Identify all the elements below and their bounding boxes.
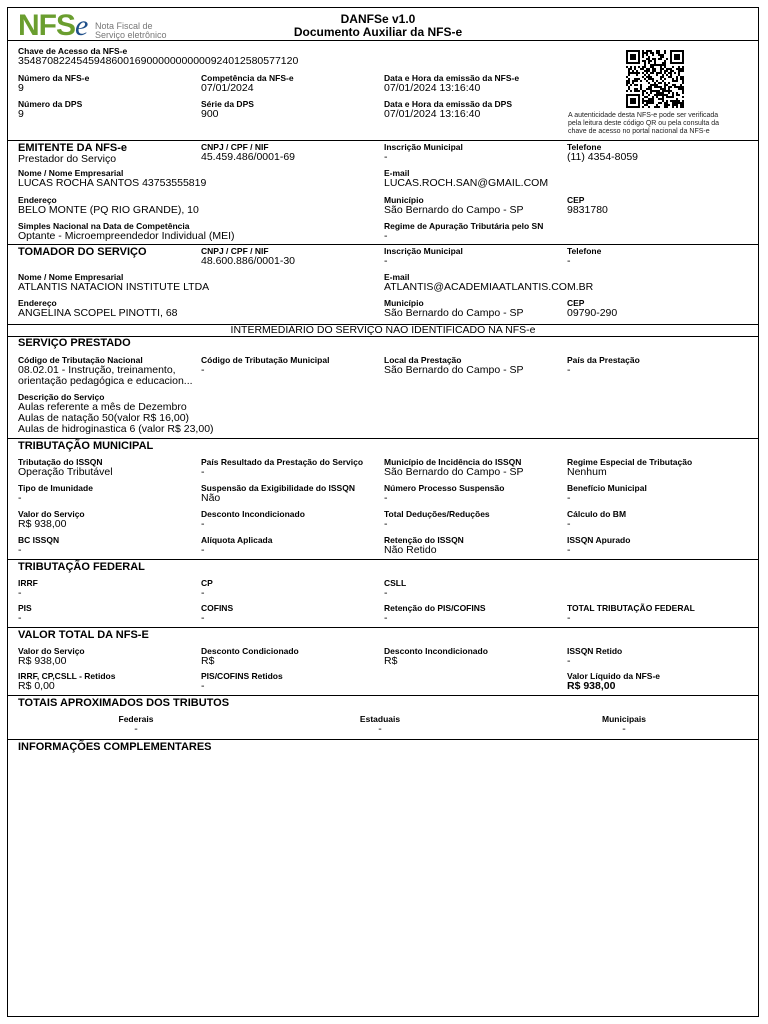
field <box>567 457 692 478</box>
servico-local <box>384 355 524 376</box>
qr-note-line: chave de acesso no portal nacional da NFS-e <box>568 128 710 135</box>
field-value: - <box>201 612 205 624</box>
field-label: Chave de Acesso da NFS-e <box>18 46 128 56</box>
competencia-nfse <box>201 73 294 94</box>
field <box>567 535 630 556</box>
emitente-simples <box>18 221 235 242</box>
divider <box>8 695 758 696</box>
field <box>384 603 486 624</box>
field-label: CEP <box>567 195 585 205</box>
field-label: IRRF, CP,CSLL - Retidos <box>18 671 116 681</box>
field-value: - <box>201 680 205 692</box>
field-value: 08.02.01 - Instrução, treinamento, <box>18 364 176 376</box>
field-value: - <box>567 364 571 376</box>
emitente-nome <box>18 168 206 189</box>
field-label: Número Processo Suspensão <box>384 483 505 493</box>
field-label: Benefício Municipal <box>567 483 647 493</box>
field <box>384 646 488 667</box>
field-label: Competência da NFS-e <box>201 73 294 83</box>
field <box>567 646 622 667</box>
numero-nfse <box>18 73 89 94</box>
field-value: São Bernardo do Campo - SP <box>384 307 524 319</box>
field-value: - <box>384 492 388 504</box>
field <box>384 578 406 599</box>
field <box>201 646 299 667</box>
tomador-telefone <box>567 246 601 267</box>
field-value: 48.600.886/0001-30 <box>201 255 296 267</box>
emitente-inscricao <box>384 142 463 163</box>
tomador-email <box>384 272 593 293</box>
field-value: - <box>134 723 138 735</box>
field-label: Endereço <box>18 195 57 205</box>
field-value: 07/01/2024 13:16:40 <box>384 108 481 120</box>
field-label: ISSQN Retido <box>567 646 623 656</box>
tomador-municipio <box>384 298 524 319</box>
document-title <box>248 13 508 39</box>
field <box>201 457 363 478</box>
emissao-dps <box>384 99 512 120</box>
servico-cod-municipal <box>201 355 329 376</box>
field-value: 09790-290 <box>567 307 618 319</box>
section-subtitle: Prestador do Serviço <box>18 153 117 165</box>
field-label: Desconto Incondicionado <box>384 646 488 656</box>
field <box>18 646 85 667</box>
field <box>567 603 695 624</box>
chave-acesso <box>18 46 298 67</box>
title-line: DANFSe v1.0 <box>340 12 416 26</box>
field-label: Data e Hora da emissão da NFS-e <box>384 73 520 83</box>
tomador-nome <box>18 272 209 293</box>
field-label: Regime Especial de Tributação <box>567 457 693 467</box>
field-label: Valor Líquido da NFS-e <box>567 671 661 681</box>
logo-subtitle-line-1: Nota Fiscal de <box>95 21 153 31</box>
field-value: Nenhum <box>567 466 607 478</box>
field-value: Não <box>201 492 221 504</box>
field-label: Inscrição Municipal <box>384 246 463 256</box>
field-value: R$ <box>384 655 398 667</box>
field-label: CNPJ / CPF / NIF <box>201 246 269 256</box>
field-value: LUCAS ROCHA SANTOS 43753555819 <box>18 177 207 189</box>
field-value: 9831780 <box>567 204 608 216</box>
divider <box>8 559 758 560</box>
field <box>18 483 93 504</box>
field-value: São Bernardo do Campo - SP <box>384 466 524 478</box>
qr-code-image <box>626 50 684 108</box>
field-label: Inscrição Municipal <box>384 142 463 152</box>
field-value: 900 <box>201 108 219 120</box>
field-label: Valor do Serviço <box>18 509 85 519</box>
field-value: - <box>18 587 22 599</box>
divider <box>8 40 758 41</box>
emitente-regime <box>384 221 543 242</box>
field <box>544 714 704 735</box>
field-value: - <box>384 612 388 624</box>
field-value: - <box>567 518 571 530</box>
field-label: E-mail <box>384 272 410 282</box>
field-value: - <box>567 492 571 504</box>
tomador-cep <box>567 298 617 319</box>
field-value: - <box>201 466 205 478</box>
emitente-cnpj <box>201 142 295 163</box>
field-label: Número da NFS-e <box>18 73 90 83</box>
field-label: Código de Tributação Nacional <box>18 355 143 365</box>
description-line: Aulas referente a mês de Dezembro <box>18 401 187 413</box>
trib-federal-title: TRIBUTAÇÃO FEDERAL <box>18 561 145 573</box>
tomador-cnpj <box>201 246 295 267</box>
field <box>18 457 113 478</box>
emitente-municipio <box>384 195 524 216</box>
field-label: CEP <box>567 298 585 308</box>
field-value: 07/01/2024 13:16:40 <box>384 82 481 94</box>
field-label: Número da DPS <box>18 99 83 109</box>
field-value: 35487082245459486001690000000000092401258057712​0 <box>18 55 299 67</box>
field-label: CP <box>201 578 213 588</box>
field-label: País da Prestação <box>567 355 640 365</box>
field-value: 07/01/2024 <box>201 82 254 94</box>
field-value: - <box>201 518 205 530</box>
field-value: orientação pedagógica e educacion... <box>18 375 193 387</box>
field-label: Cálculo do BM <box>567 509 627 519</box>
danfse-document <box>7 7 759 1017</box>
field-label: Município de Incidência do ISSQN <box>384 457 522 467</box>
field-value: - <box>567 655 571 667</box>
field <box>567 509 626 530</box>
field-value: - <box>18 492 22 504</box>
emissao-nfse <box>384 73 519 94</box>
field-value: R$ <box>201 655 215 667</box>
field-value: ANGELINA SCOPEL PINOTTI, 68 <box>18 307 178 319</box>
field-label: Suspensão da Exigibilidade do ISSQN <box>201 483 355 493</box>
field-label: E-mail <box>384 168 410 178</box>
field-label: TOTAL TRIBUTAÇÃO FEDERAL <box>567 603 695 613</box>
field-label: PIS <box>18 603 32 613</box>
field-value: - <box>201 544 205 556</box>
field-value: - <box>384 151 388 163</box>
qr-note-line: pela leitura deste código QR ou pela consulta da <box>568 120 719 127</box>
field-label: Série da DPS <box>201 99 254 109</box>
logo-subtitle <box>95 22 167 40</box>
qr-note-line: A autenticidade desta NFS-e pode ser verificada <box>568 112 719 119</box>
nfse-logo <box>18 11 88 41</box>
field-label: Desconto Incondicionado <box>201 509 305 519</box>
field <box>201 483 355 504</box>
logo-nfs-text: NFS <box>18 9 75 42</box>
field-value: R$ 938,00 <box>567 680 616 692</box>
field-value: (11) 4354-8059 <box>567 151 639 163</box>
field-value: - <box>201 587 205 599</box>
field-value: - <box>384 587 388 599</box>
servico-descricao <box>18 392 214 435</box>
field <box>18 671 115 692</box>
field-label: Data e Hora da emissão da DPS <box>384 99 513 109</box>
field-label: Tipo de Imunidade <box>18 483 93 493</box>
field-value: - <box>567 544 571 556</box>
field <box>201 535 272 556</box>
divider <box>8 244 758 245</box>
logo-e-text: e <box>75 9 89 42</box>
field-label: Federais <box>118 714 154 724</box>
emitente-cep <box>567 195 608 216</box>
field-label: Tributação do ISSQN <box>18 457 103 467</box>
field-label: Descrição do Serviço <box>18 392 105 402</box>
qr-note <box>568 112 719 136</box>
field-value: - <box>567 612 571 624</box>
field-value: - <box>378 723 382 735</box>
field-label: Retenção do PIS/COFINS <box>384 603 486 613</box>
field-label: Endereço <box>18 298 57 308</box>
field <box>201 671 283 692</box>
field-value: ATLANTIS@ACADEMIAATLANTIS.COM.BR <box>384 281 594 293</box>
emitente-telefone <box>567 142 638 163</box>
field-value: São Bernardo do Campo - SP <box>384 364 524 376</box>
field-label: Estaduais <box>359 714 401 724</box>
field-label: CNPJ / CPF / NIF <box>201 142 269 152</box>
field-value: - <box>201 364 205 376</box>
field-value: R$ 938,00 <box>18 655 67 667</box>
field-label: Município <box>384 195 424 205</box>
field-value: - <box>622 723 626 735</box>
field-value: Operação Tributável <box>18 466 113 478</box>
field-value: Não Retido <box>384 544 437 556</box>
field <box>201 603 233 624</box>
field-value: - <box>384 255 388 267</box>
field-value: - <box>384 518 388 530</box>
emitente-header <box>18 142 127 165</box>
tomador-header <box>18 246 147 258</box>
field-value: 9 <box>18 108 24 120</box>
field-label: Regime de Apuração Tributária pelo SN <box>384 221 544 231</box>
field-label: Total Deduções/Reduções <box>384 509 490 519</box>
description-line: Aulas de hidroginastica 6 (valor R$ 23,00) <box>18 423 214 435</box>
field <box>201 509 305 530</box>
field-label: Simples Nacional na Data de Competência <box>18 221 190 231</box>
field-value: LUCAS.ROCH.SAN@GMAIL.COM <box>384 177 549 189</box>
field-value: 9 <box>18 82 24 94</box>
field <box>201 578 213 599</box>
field <box>18 603 32 624</box>
emitente-email <box>384 168 548 189</box>
intermediario-notice: INTERMEDIÁRIO DO SERVIÇO NÃO IDENTIFICADO NA NFS-e <box>230 324 536 336</box>
field <box>56 714 216 735</box>
field-value: ATLANTIS NATACION INSTITUTE LTDA <box>18 281 210 293</box>
field-value: - <box>567 255 571 267</box>
field-label: CSLL <box>384 578 407 588</box>
divider <box>8 438 758 439</box>
totais-title: TOTAIS APROXIMADOS DOS TRIBUTOS <box>18 697 230 709</box>
info-complementares-title: INFORMAÇÕES COMPLEMENTARES <box>18 741 212 753</box>
field-label: Telefone <box>567 246 602 256</box>
field-label: ISSQN Apurado <box>567 535 631 545</box>
field-label: PIS/COFINS Retidos <box>201 671 283 681</box>
field-value: Optante - Microempreendedor Individual (MEI) <box>18 230 235 242</box>
tomador-inscricao <box>384 246 463 267</box>
servico-title: SERVIÇO PRESTADO <box>18 337 131 349</box>
field-label: País Resultado da Prestação do Serviço <box>201 457 364 467</box>
field-value: R$ 938,00 <box>18 518 67 530</box>
divider <box>8 140 758 141</box>
field <box>567 483 647 504</box>
field-value: São Bernardo do Campo - SP <box>384 204 524 216</box>
field <box>384 535 464 556</box>
field-value: 45.459.486/0001-69 <box>201 151 296 163</box>
field-label: Código de Tributação Municipal <box>201 355 330 365</box>
field-label: Nome / Nome Empresarial <box>18 168 124 178</box>
logo-subtitle-line-2: Serviço eletrônico <box>95 30 167 40</box>
field-label: Valor do Serviço <box>18 646 85 656</box>
field <box>18 509 85 530</box>
tomador-endereco <box>18 298 178 319</box>
divider <box>8 739 758 740</box>
field-value: - <box>18 544 22 556</box>
field-label: Alíquota Aplicada <box>201 535 273 545</box>
field-label: Nome / Nome Empresarial <box>18 272 124 282</box>
serie-dps <box>201 99 254 120</box>
field-value: - <box>18 612 22 624</box>
trib-municipal-title: TRIBUTAÇÃO MUNICIPAL <box>18 440 154 452</box>
field <box>18 535 59 556</box>
section-title: TOMADOR DO SERVIÇO <box>18 246 147 258</box>
field <box>384 509 490 530</box>
subtitle-line: Documento Auxiliar da NFS-e <box>293 25 463 39</box>
field <box>384 483 504 504</box>
field-value: R$ 0,00 <box>18 680 55 692</box>
numero-dps <box>18 99 82 120</box>
servico-cod-nacional <box>18 355 193 387</box>
servico-pais <box>567 355 640 376</box>
field <box>300 714 460 735</box>
divider <box>8 627 758 628</box>
description-line: Aulas de natação 50(valor R$ 16,00) <box>18 412 190 424</box>
field-label: Retenção do ISSQN <box>384 535 464 545</box>
field-value: - <box>384 230 388 242</box>
section-title: EMITENTE DA NFS-e <box>18 142 127 154</box>
field-label: Desconto Condicionado <box>201 646 299 656</box>
field-label: BC ISSQN <box>18 535 60 545</box>
valor-total-title: VALOR TOTAL DA NFS-E <box>18 629 149 641</box>
field-label: Telefone <box>567 142 602 152</box>
field-label: Local da Prestação <box>384 355 462 365</box>
field <box>384 457 524 478</box>
field-label: Município <box>384 298 424 308</box>
field <box>18 578 38 599</box>
field <box>567 671 660 692</box>
field-value: BELO MONTE (PQ RIO GRANDE), 10 <box>18 204 199 216</box>
field-label: COFINS <box>201 603 234 613</box>
field-label: IRRF <box>18 578 38 588</box>
field-label: Municipais <box>602 714 646 724</box>
emitente-endereco <box>18 195 199 216</box>
